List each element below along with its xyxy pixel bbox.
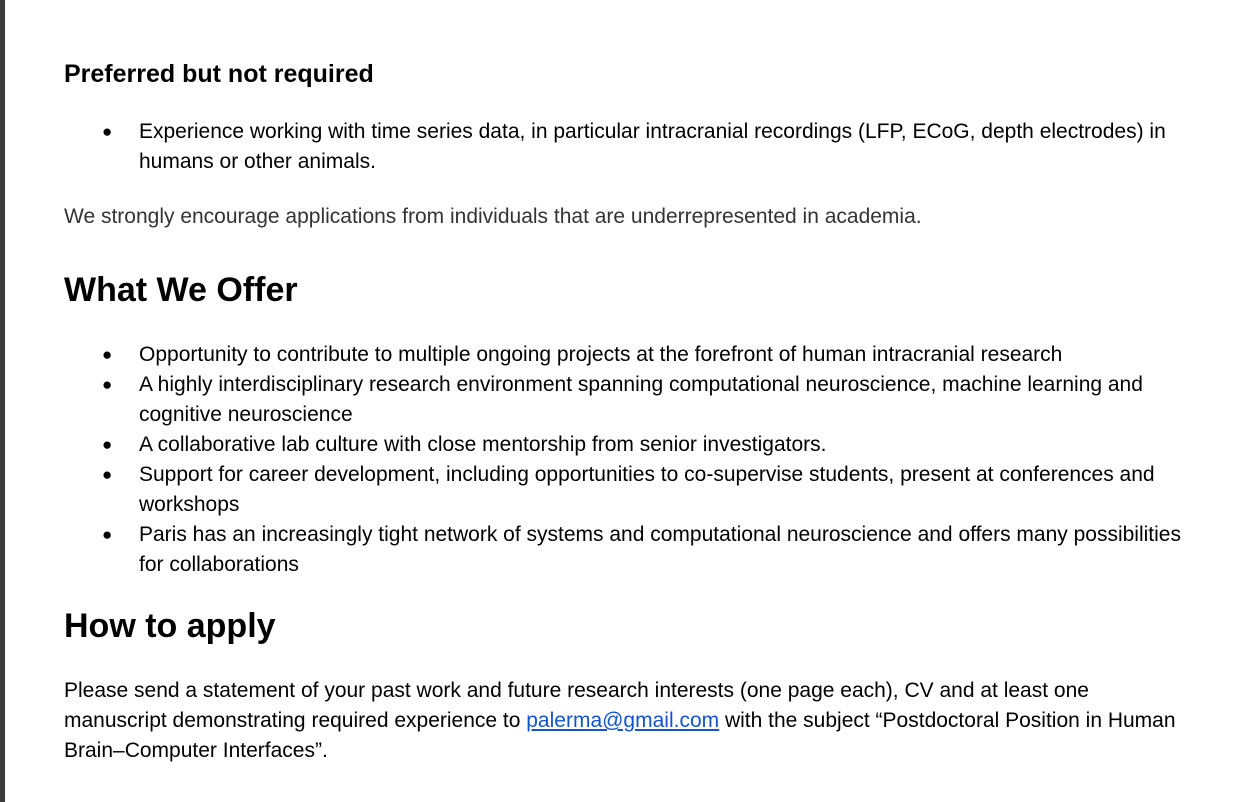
list-item-text: A collaborative lab culture with close mentorship from senior investigators. [139,433,827,456]
apply-heading: How to apply [64,607,276,645]
apply-text-after: with the subject “Postdoctoral Position in Human Brain–Computer Interfaces”. [64,709,1176,762]
bullet-icon: ● [102,375,113,394]
bullet-icon: ● [102,122,113,141]
email-link[interactable]: palerma@gmail.com [526,709,720,732]
list-item-text: A highly interdisciplinary research environment spanning computational neuroscience, machine learning and cognitive neuroscience [139,373,1143,426]
bullet-icon: ● [102,435,113,454]
list-item-text: Paris has an increasingly tight network of systems and computational neuroscience and offers many possibilities for collaborations [139,523,1181,576]
preferred-heading: Preferred but not required [64,60,374,88]
left-window-edge [0,0,5,802]
apply-paragraph [64,676,1194,766]
list-item [64,460,1194,520]
list-item-text: Experience working with time series data, in particular intracranial recordings (LFP, ECoG, depth electrodes) in humans or other animals. [139,120,1166,173]
encourage-paragraph: We strongly encourage applications from individuals that are underrepresented in academia. [64,205,922,228]
list-item [64,430,1194,460]
list-item [64,340,1194,370]
list-item [64,520,1194,580]
list-item [64,117,1194,177]
offer-list [64,340,1194,580]
list-item-text: Support for career development, including opportunities to co-supervise students, present at conferences and workshops [139,463,1155,516]
bullet-icon: ● [102,345,113,364]
preferred-list [64,117,1194,177]
bullet-icon: ● [102,465,113,484]
list-item [64,370,1194,430]
bullet-icon: ● [102,525,113,544]
apply-text-before: Please send a statement of your past work and future research interests (one page each), CV and at least one manuscript demonstrating required experience to [64,679,1089,732]
offer-heading: What We Offer [64,271,298,309]
list-item-text: Opportunity to contribute to multiple ongoing projects at the forefront of human intracranial research [139,343,1063,366]
